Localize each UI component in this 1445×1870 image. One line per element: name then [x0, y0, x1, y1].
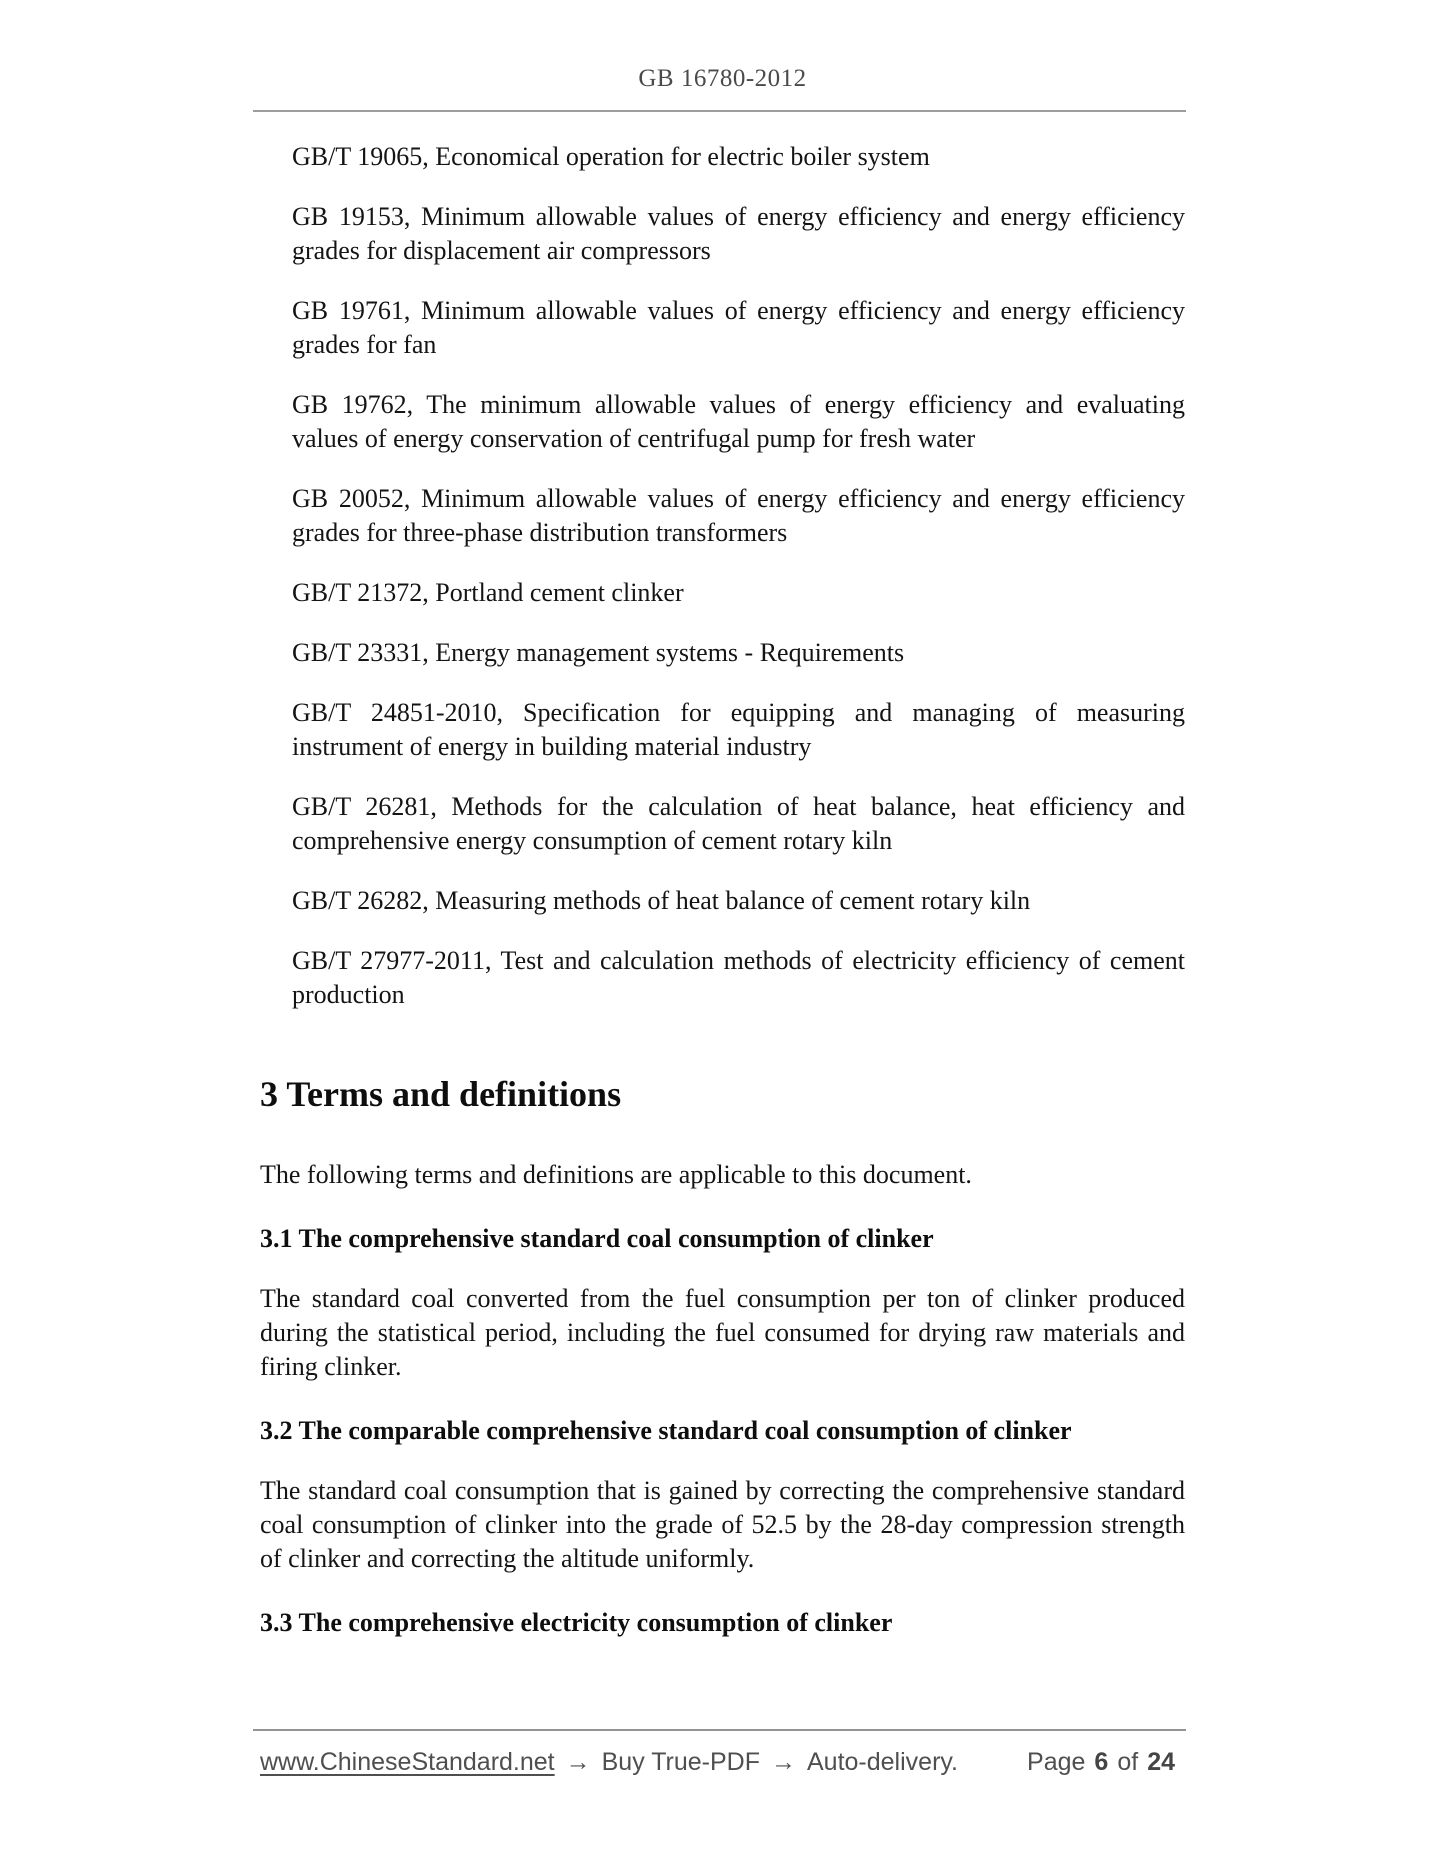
reference-item: GB/T 27977-2011, Test and calculation methods of electricity efficiency of cement production [292, 946, 1185, 1009]
page-number-current: 6 [1094, 1748, 1109, 1776]
term-heading-3-2: 3.2 The comparable comprehensive standard coal consumption of clinker [260, 1416, 1072, 1445]
term-definition-3-2: The standard coal consumption that is gained by correcting the comprehensive standard coal consumption of clinker into the grade of 52.5 by the 28-day compression strength of clinker and correcting the altitude uniformly. [260, 1476, 1185, 1573]
term-definition-3-1: The standard coal converted from the fuel consumption per ton of clinker produced during the statistical period, including the fuel consumed for drying raw materials and firing clinker. [260, 1284, 1185, 1381]
header-divider [253, 110, 1186, 112]
term-heading-3-3: 3.3 The comprehensive electricity consumption of clinker [260, 1608, 893, 1637]
footer-buy-label: Buy True-PDF [601, 1748, 760, 1776]
footer-source-line [260, 1747, 958, 1777]
reference-item: GB/T 24851-2010, Specification for equipping and managing of measuring instrument of energy in building material industry [292, 698, 1185, 761]
reference-item: GB/T 19065, Economical operation for electric boiler system [292, 142, 930, 171]
page-of-label: of [1117, 1748, 1139, 1776]
reference-item: GB 20052, Minimum allowable values of energy efficiency and energy efficiency grades for three-phase distribution transformers [292, 484, 1185, 547]
arrow-right-icon: → [771, 1748, 796, 1776]
reference-item: GB 19761, Minimum allowable values of energy efficiency and energy efficiency grades for fan [292, 296, 1185, 359]
reference-item: GB/T 26281, Methods for the calculation of heat balance, heat efficiency and comprehensive energy consumption of cement rotary kiln [292, 792, 1185, 855]
footer-delivery-label: Auto-delivery. [807, 1748, 958, 1776]
header-doc-number: GB 16780-2012 [638, 65, 807, 92]
page-footer [260, 1747, 1185, 1777]
footer-divider [253, 1729, 1186, 1731]
term-heading-3-1: 3.1 The comprehensive standard coal consumption of clinker [260, 1224, 934, 1253]
reference-item: GB/T 26282, Measuring methods of heat balance of cement rotary kiln [292, 886, 1031, 915]
page-label: Page [1027, 1748, 1086, 1776]
reference-item: GB 19762, The minimum allowable values of energy efficiency and evaluating values of energy conservation of centrifugal pump for fresh water [292, 390, 1185, 453]
reference-item: GB/T 23331, Energy management systems - Requirements [292, 638, 905, 667]
reference-item: GB/T 21372, Portland cement clinker [292, 578, 684, 607]
reference-item: GB 19153, Minimum allowable values of energy efficiency and energy efficiency grades for displacement air compressors [292, 202, 1185, 265]
page-indicator [1027, 1747, 1185, 1777]
section-heading-terms-and-definitions: 3 Terms and definitions [260, 1074, 622, 1114]
site-link[interactable]: www.ChineseStandard.net [260, 1748, 555, 1776]
section-intro: The following terms and definitions are applicable to this document. [260, 1160, 972, 1189]
page-number-total: 24 [1147, 1748, 1175, 1776]
arrow-right-icon: → [565, 1748, 591, 1776]
document-body [260, 140, 1185, 1666]
